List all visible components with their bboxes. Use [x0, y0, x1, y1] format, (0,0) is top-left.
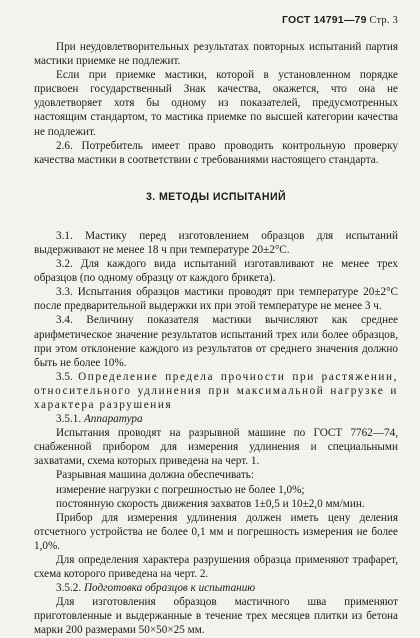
paragraph-3-5 [34, 370, 398, 412]
section-title: 3. МЕТОДЫ ИСПЫТАНИЙ [145, 190, 287, 203]
paragraph-unsatisfactory-results: При неудовлетворительных результатах повторных испытаний партия мастики приемке не подлежит. [34, 41, 398, 68]
paragraph-3-2: 3.2. Для каждого вида испытаний изготавливают не менее трех образцов (по одному образцу от каждого брикета). [34, 258, 398, 285]
paragraph-3-5-2 [34, 581, 398, 595]
page-header [282, 14, 398, 26]
clause-number: 3.5.2. [56, 582, 82, 595]
page-number: Стр. 3 [369, 15, 398, 26]
list-item-speed: постоянную скорость движения захватов 1±0,5 и 10±2,0 мм/мин. [56, 497, 365, 510]
paragraph-3-3: 3.3. Испытания образцов мастики проводят при температуре 20±2°C после предварительной выдержки их при этой температуре не менее 3 ч. [34, 286, 398, 313]
clause-number: 3.5. [56, 370, 73, 383]
clause-heading: Аппаратура [83, 413, 143, 426]
paragraph-preparation: Для изготовления образцов мастичного шва применяют приготовленные и выдержанные в течение трех месяцев плитки из бетона марки 200 размерами 50×50×25 мм. [34, 596, 398, 637]
clause-heading: Определение предела прочности при растяжении, относительного удлинения при максимальной нагрузке и характера разрушения [34, 370, 398, 411]
paragraph-3-5-1 [34, 412, 398, 426]
clause-number: 3.5.1. [56, 413, 82, 426]
standard-number: ГОСТ 14791—79 [282, 14, 367, 26]
paragraph-quality-mark: Если при приемке мастики, которой в установленном порядке присвоен государственный Знак качества, окажется, что она не удовлетворяет хотя бы одному из показателей, предусмотренных настоящим стандартом, то мастика приемке по высшей категории качества не подлежит. [34, 69, 398, 138]
paragraph-machine: Разрывная машина должна обеспечивать: [56, 469, 254, 482]
paragraph-device: Прибор для измерения удлинения должен иметь цену деления отсчетного устройства не более 0,1 мм и погрешность измерения не более 1,0%. [34, 511, 398, 552]
paragraph-apparatus: Испытания проводят на разрывной машине по ГОСТ 7762—74, снабженной прибором для измерения удлинения и специальными захватами, схема которых приведена на черт. 1. [34, 427, 398, 468]
paragraph-stencil: Для определения характера разрушения образца применяют трафарет, схема которого приведена на черт. 2. [34, 554, 398, 581]
clause-heading: Подготовка образцов к испытанию [83, 582, 256, 595]
document-body [34, 40, 398, 638]
paragraph-3-1: 3.1. Мастику перед изготовлением образцов для испытаний выдерживают не менее 18 ч при температуре 20±2°C. [34, 229, 398, 256]
paragraph-3-4: 3.4. Величину показателя мастики вычисляют как среднее арифметическое значение результатов испытаний трех или более образцов, при этом отклонение каждого из результатов от среднего значения должно быть не более 10%. [34, 314, 398, 369]
paragraph-2-6: 2.6. Потребитель имеет право проводить контрольную проверку качества мастики в соответствии с требованиями настоящего стандарта. [34, 139, 398, 166]
list-item-load: измерение нагрузки с погрешностью не более 1,0%; [56, 483, 305, 496]
